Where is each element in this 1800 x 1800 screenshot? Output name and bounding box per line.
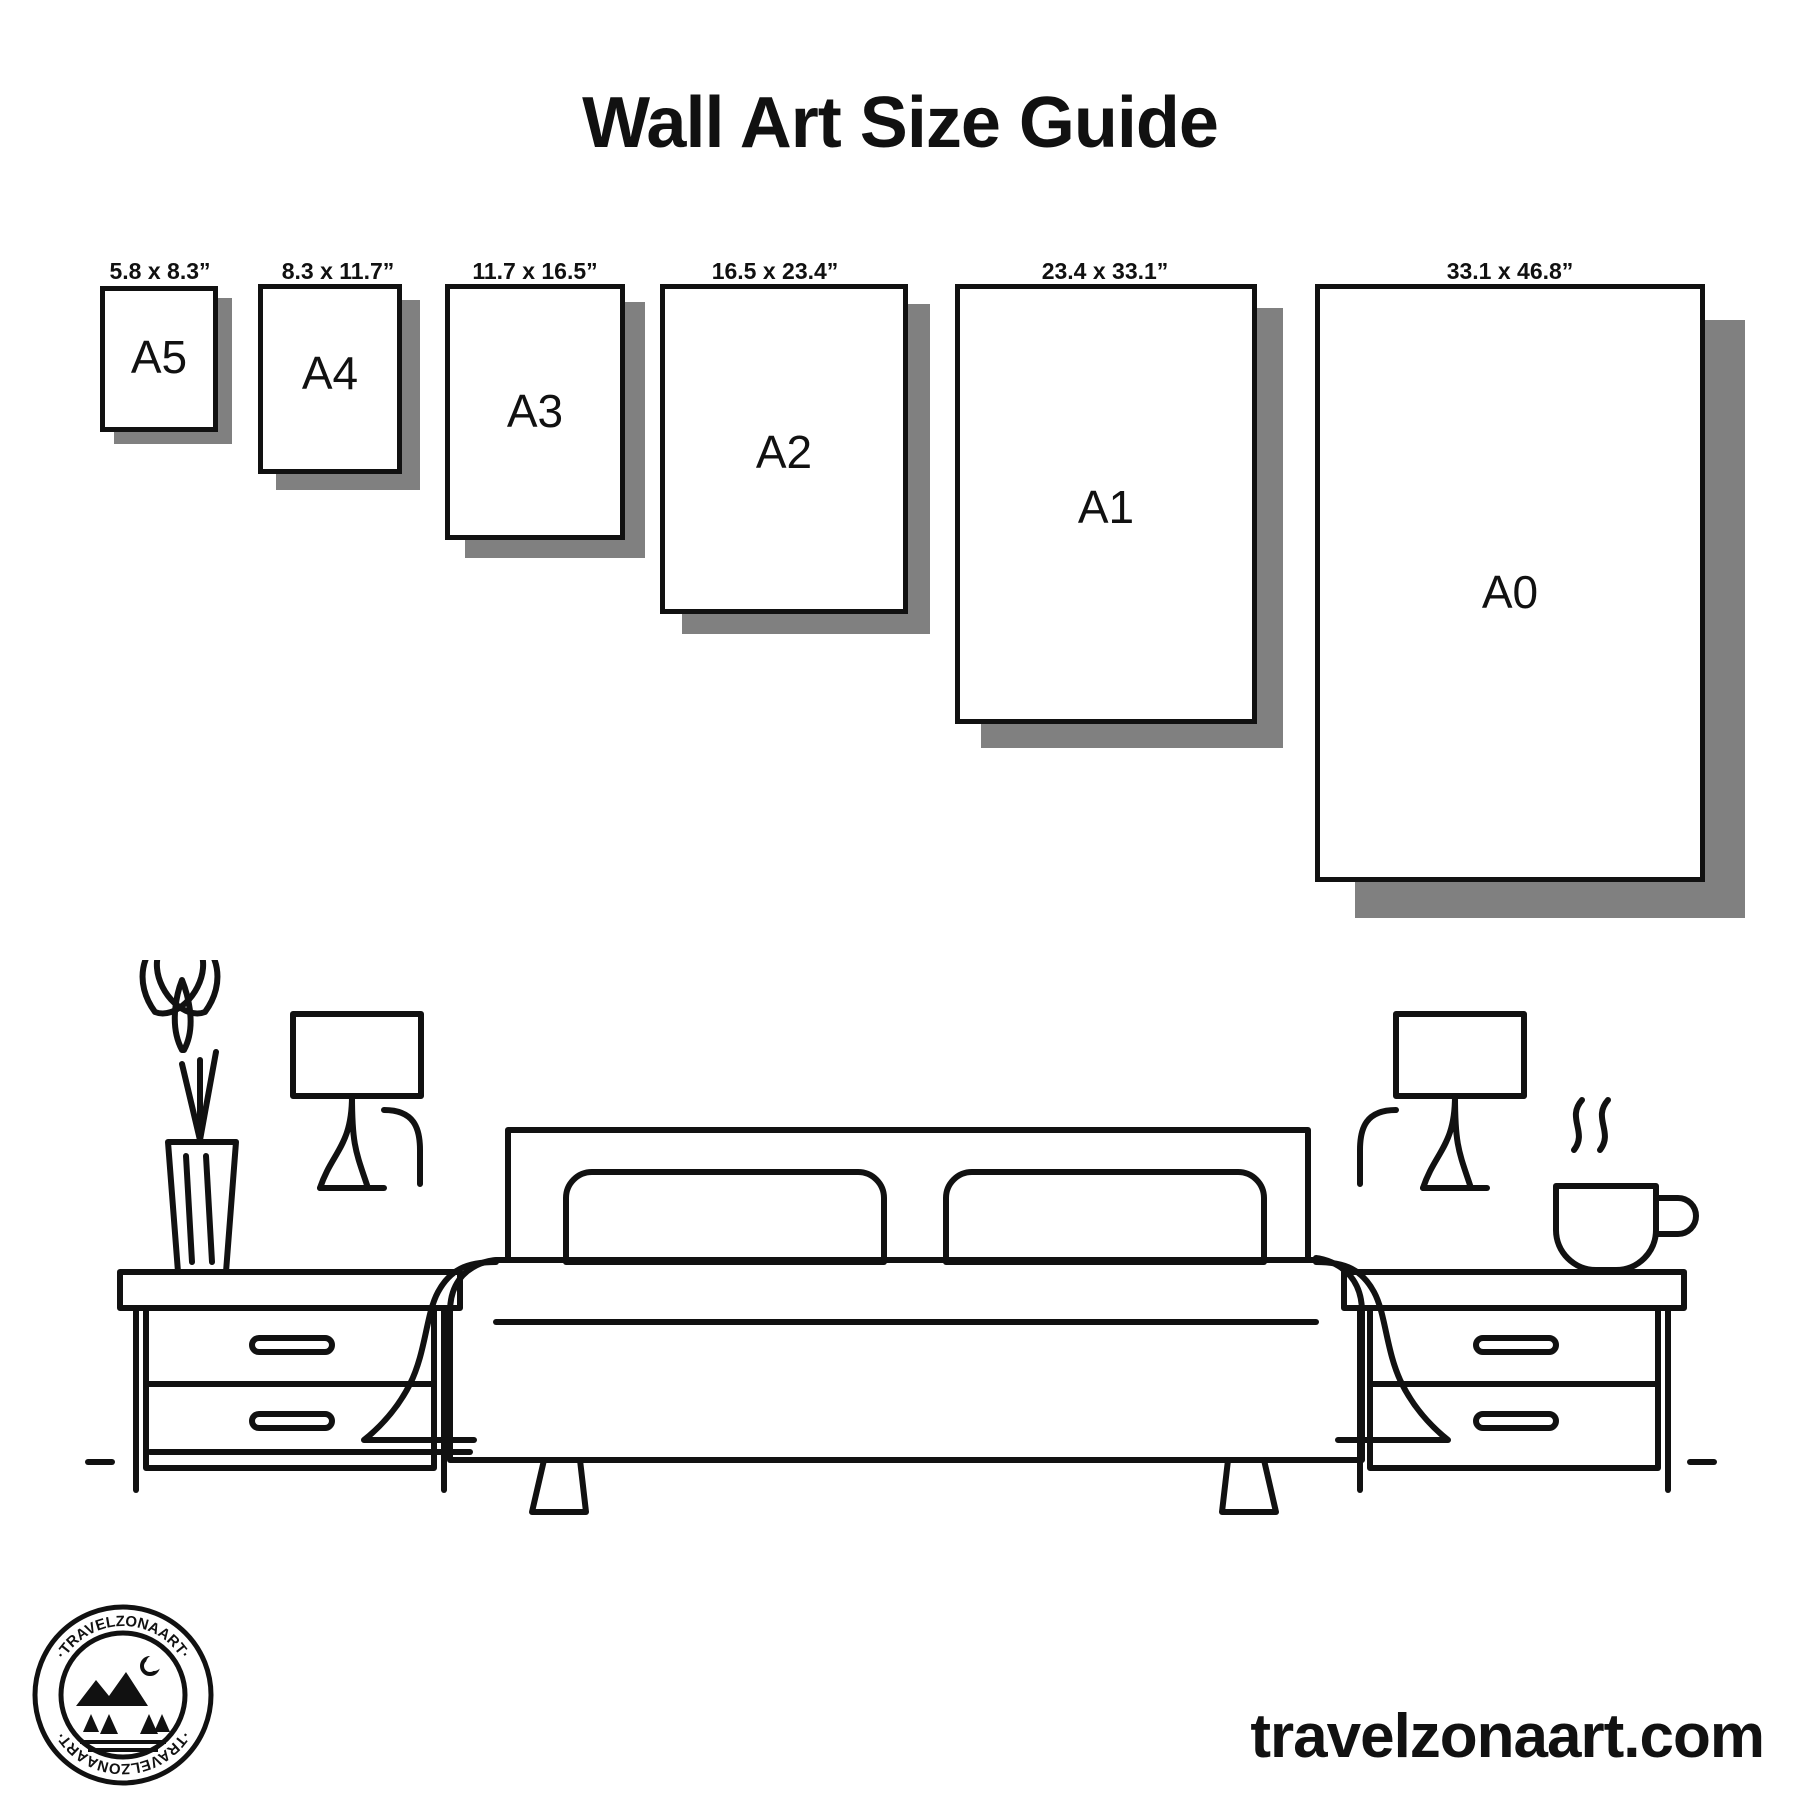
coffee-cup-icon	[1556, 1100, 1696, 1270]
left-lamp-icon	[293, 1014, 421, 1188]
frame-dimensions-a2: 16.5 x 23.4”	[711, 258, 839, 284]
blanket-drape-left	[364, 1262, 496, 1440]
frame-name-a5: A5	[130, 331, 188, 383]
frame-group-a4	[258, 258, 418, 510]
right-lamp-icon	[1360, 1014, 1524, 1188]
frame-name-a4: A4	[301, 347, 359, 399]
bed-leg-right	[1222, 1460, 1276, 1512]
frame-size-row	[0, 258, 1800, 920]
vase-body	[168, 1142, 236, 1272]
bed-leg-left	[532, 1460, 586, 1512]
steam-icon	[1574, 1100, 1608, 1150]
frame-name-a2: A2	[755, 426, 813, 478]
frame-group-a3	[445, 258, 645, 580]
right-nightstand-icon	[1344, 1272, 1684, 1490]
logo-text-top: ·TRAVELZONAART·	[52, 1612, 194, 1662]
frame-dimensions-a0: 33.1 x 46.8”	[1446, 258, 1574, 284]
frame-name-a0: A0	[1481, 566, 1539, 618]
frame-name-a1: A1	[1077, 481, 1135, 533]
frame-dimensions-a5: 5.8 x 8.3”	[109, 258, 211, 284]
frame-group-a0	[1315, 258, 1735, 920]
plant-vase-icon	[143, 960, 236, 1272]
bed-icon	[364, 1130, 1448, 1512]
frame-dimensions-a3: 11.7 x 16.5”	[472, 258, 598, 284]
pillow-right	[946, 1172, 1264, 1262]
frame-group-a1	[955, 258, 1285, 760]
frame-dimensions-a1: 23.4 x 33.1”	[1041, 258, 1169, 284]
frame-group-a2	[660, 258, 930, 650]
blanket-drape-right	[1316, 1262, 1448, 1440]
logo-text-bottom: ·TRAVELZONAART·	[52, 1728, 194, 1778]
frame-name-a3: A3	[506, 385, 564, 437]
frame-group-a5	[100, 258, 220, 460]
mattress	[450, 1258, 1362, 1460]
pillow-left	[566, 1172, 884, 1262]
website-url[interactable]: travelzonaart.com	[1250, 1702, 1764, 1771]
page-title: Wall Art Size Guide	[582, 83, 1218, 163]
mountain-lake-badge-icon	[76, 1655, 170, 1750]
bedroom-scene	[0, 960, 1800, 1520]
frame-dimensions-a4: 8.3 x 11.7”	[281, 258, 395, 284]
brand-logo[interactable]	[28, 1600, 218, 1790]
